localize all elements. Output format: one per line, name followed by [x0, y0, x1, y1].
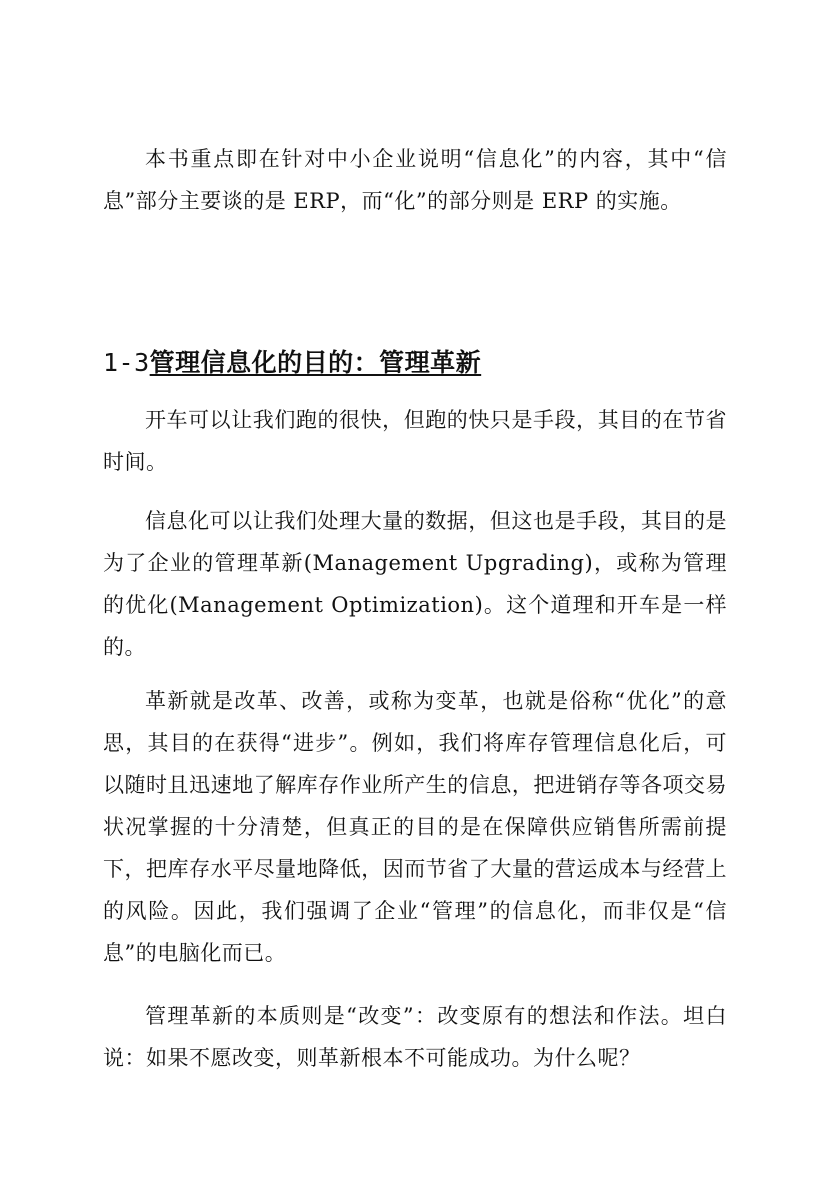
paragraph-driving-analogy: 开车可以让我们跑的很快，但跑的快只是手段，其目的在节省时间。: [103, 408, 727, 474]
paragraph-innovation-meaning: 革新就是改革、改善，或称为变革，也就是俗称“优化”的意思，其目的在获得“进步”。例如，我们将库存管理信息化后，可以随时且迅速地了解库存作业所产生的信息，把进销存等各项交易状况掌握的十分清楚，但真正的目的是在保障供应销售所需前提下，把库存水平尽量地降低，因而节省了大量的营运成本与经营上的风险。因此，我们强调了企业“管理”的信息化，而非仅是“信息”的电脑化而已。: [103, 689, 727, 965]
paragraph-erp-intro: 本书重点即在针对中小企业说明“信息化”的内容，其中“信息”部分主要谈的是 ERP，而“化”的部分则是 ERP 的实施。: [103, 147, 727, 213]
section-heading: [103, 343, 727, 383]
paragraph-informatization-purpose: 信息化可以让我们处理大量的数据，但这也是手段，其目的是为了企业的管理革新(Management Upgrading)，或称为管理的优化(Management Optimization)。这个道理和开车是一样的。: [103, 509, 727, 659]
section-title: 管理信息化的目的：管理革新: [149, 348, 482, 377]
section-number: 1-3: [103, 348, 150, 377]
paragraph-nature-of-change: 管理革新的本质则是“改变”：改变原有的想法和作法。坦白说：如果不愿改变，则革新根本不可能成功。为什么呢？: [103, 1004, 727, 1070]
